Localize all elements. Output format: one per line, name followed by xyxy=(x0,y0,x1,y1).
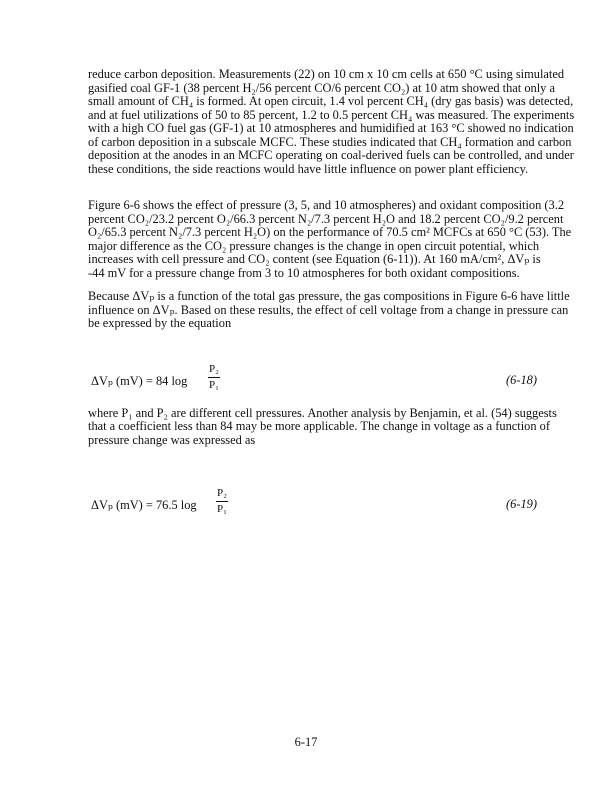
text-line: and at fuel utilizations of 50 to 85 percent, 1.2 to 0.5 percent CH₄ was measured. The experiments xyxy=(88,108,575,122)
equation-lhs: ΔVₚ (mV) = 84 log xyxy=(91,374,188,388)
equation-lhs: ΔVₚ (mV) = 76.5 log xyxy=(91,498,197,512)
equation-number: (6-18) xyxy=(506,373,537,387)
text-line: small amount of CH₄ is formed. At open circuit, 1.4 vol percent CH₄ (dry gas basis) was detected, xyxy=(88,94,574,108)
numerator: P₂ xyxy=(217,487,227,499)
text-line: pressure change was expressed as xyxy=(88,433,256,447)
equation-number: (6-19) xyxy=(506,497,537,511)
text-line: influence on ΔVₚ. Based on these results, the effect of cell voltage from a change in pressure can xyxy=(88,303,569,317)
text-line: major difference as the CO₂ pressure changes is the change in open circuit potential, which xyxy=(88,239,540,253)
text-line: where P₁ and P₂ are different cell pressures. Another analysis by Benjamin, et al. (54) suggests xyxy=(88,406,557,420)
page-number: 6-17 xyxy=(294,735,318,749)
text-line: be expressed by the equation xyxy=(88,316,232,330)
text-line: reduce carbon deposition. Measurements (22) on 10 cm x 10 cm cells at 650 °C using simulated xyxy=(88,67,565,81)
fraction xyxy=(208,363,220,392)
text-line: of carbon deposition in a subscale MCFC. These studies indicated that CH₄ formation and carbon xyxy=(88,135,572,149)
text-line: -44 mV for a pressure change from 3 to 10 atmospheres for both oxidant compositions. xyxy=(88,266,520,280)
text-line: these conditions, the side reactions would have little influence on power plant efficiency. xyxy=(88,162,529,176)
fraction xyxy=(216,487,228,516)
denominator: P₁ xyxy=(209,379,219,391)
text-line: percent CO₂/23.2 percent O₂/66.3 percent N₂/7.3 percent H₂O and 18.2 percent CO₂/9.2 percent xyxy=(88,212,564,226)
text-line: with a high CO fuel gas (GF-1) at 10 atmospheres and humidified at 163 °C showed no indication xyxy=(88,121,574,135)
text-line: Because ΔVₚ is a function of the total gas pressure, the gas compositions in Figure 6-6 have little xyxy=(88,289,570,303)
text-line: increases with cell pressure and CO₂ content (see Equation (6-11)). At 160 mA/cm², ΔVₚ is xyxy=(88,252,541,266)
text-line: that a coefficient less than 84 may be more applicable. The change in voltage as a function of xyxy=(88,419,550,433)
text-line: deposition at the anodes in an MCFC operating on coal-derived fuels can be controlled, and under xyxy=(88,148,574,162)
denominator: P₁ xyxy=(217,503,227,515)
text-line: Figure 6-6 shows the effect of pressure (3, 5, and 10 atmospheres) and oxidant composition (3.2 xyxy=(88,198,565,212)
fraction-bar xyxy=(208,377,220,378)
numerator: P₂ xyxy=(209,363,219,375)
fraction-bar xyxy=(216,501,228,502)
text-line: gasified coal GF-1 (38 percent H₂/56 percent CO/6 percent CO₂) at 10 atm showed that only a xyxy=(88,81,555,95)
text-line: O₂/65.3 percent N₂/7.3 percent H₂O) on the performance of 70.5 cm² MCFCs at 650 °C (53). The xyxy=(88,225,572,239)
